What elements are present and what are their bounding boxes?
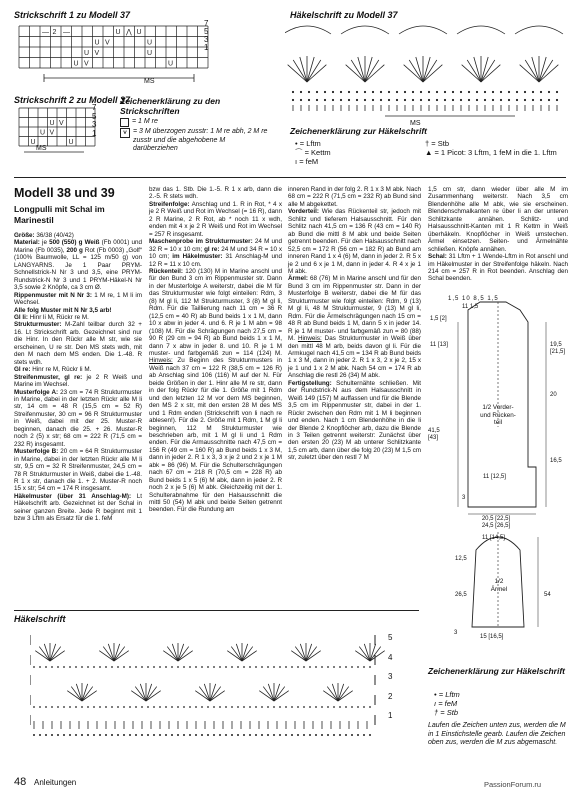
model-title: Modell 38 und 39 (14, 186, 115, 200)
crochet-row-4: 4 (388, 652, 393, 662)
c1-paragraph: Streifenmuster, gl re: je 2 R Weiß und Marine im Wechsel. (14, 373, 142, 389)
body-bottom-b: 24,5 [26,5] (481, 523, 511, 529)
svg-text:U: U (30, 139, 36, 146)
chart1-title: Strickschrift 1 zu Modell 37 (14, 10, 131, 20)
crochet-legend (434, 690, 534, 717)
schematic-left-a: 1,5 [2] (430, 316, 447, 322)
schematic-side-a: 11 [12,5] (483, 474, 506, 480)
schematic-left-c: 41,5 [43] (428, 428, 440, 441)
svg-text:—: — (42, 29, 49, 36)
c1-paragraph: Material: je 500 (550) g Weiß (Fb 0001) und Marine (Fb 0035), 200 g Rot (Fb 0003) „Golf“ (100% Baumwolle, LL = 125 m/50 g) von LANGYARNS. Je 1 Paar PRYM-Schnellstrick-N Nr 3 und 3,5, eine PRYM-Rundstrick-N Nr 3 und 1 PRYM-Häkel-N Nr 3,5 sowie 2 Knöpfe, ca 3 cm Ø. (14, 239, 142, 292)
body-piece-label: 1/2 Vorder- und Rücken-teil (480, 404, 516, 426)
text-column-1 (14, 232, 142, 523)
c1-paragraph: Rippenmuster mit N Nr 3: 1 M re, 1 M li im Wechsel. (14, 291, 142, 307)
crochet-divider (14, 610, 419, 611)
c1-paragraph: Alle folg Muster mit N Nr 3,5 arb! (14, 306, 112, 314)
svg-text:U: U (147, 39, 153, 47)
w6: 1,5 (469, 304, 479, 310)
knitting-chart-1 (14, 19, 214, 84)
svg-text:V: V (105, 39, 110, 47)
c1-paragraph: Häkelmuster (über 31 Anschlag-M): Lt Häkelschrift arb. Gezeichnet ist der Schal in seiner ganzen Breite. Jede R beginnt mit 1 bzw 3 Lftm als Ersatz für die 1. feM (14, 492, 142, 523)
schematic-bottom (476, 516, 516, 530)
legend-bottom-fem: = feM (438, 699, 458, 708)
chart1-row-1: 1 (204, 43, 209, 52)
svg-text:⋀: ⋀ (126, 29, 132, 36)
crochet-row-2: 2 (388, 691, 393, 701)
text-column-3 (288, 186, 421, 462)
c1-paragraph: Musterfolge B: 20 cm = 64 R Strukturmuster in Marine, dabei in der letzten Rückr alle M li str, 9,5 cm = 32 R Streifenmuster, 24,5 cm = 78 R Strukturmuster in Weiß, dabei die 1.-48. R 1 x str, danach die 1. + 2. Muster-R noch 15 x str; 54 cm = 174 R insgesamt. (14, 448, 142, 493)
chart2-row-1: 1 (92, 128, 97, 138)
legend-picot: = 1 Picot: 3 Lftm, 1 feM in die 1. Lftm (434, 148, 557, 157)
chart1-ms-label: MS (144, 78, 155, 85)
svg-text:U: U (68, 139, 74, 146)
schematic-right-a: 19,5 [21,5] (550, 342, 566, 355)
text-column-2 (149, 186, 282, 514)
double-crochet-icon: † (425, 139, 430, 148)
crochet-row-3: 3 (388, 672, 393, 681)
schematic-left-b: 11 [13] (430, 342, 448, 348)
top-divider (14, 177, 566, 178)
schematic-top-widths-alt (462, 304, 478, 310)
svg-text:U: U (73, 60, 79, 68)
crochet37-title: Häkelschrift zu Modell 37 (290, 10, 398, 20)
chart2-title: Strickschrift 2 zu Modell 37 (14, 95, 131, 105)
sleeve-right: 54 (544, 592, 551, 598)
model-subtitle: Longpulli mit Schal im Marinestil (14, 204, 105, 225)
crochet37-legend-title: Zeichenerklärung zur Häkelschrift (290, 126, 427, 136)
schematic-top-widths (448, 296, 499, 302)
chart2-row-numbers (92, 104, 96, 138)
crochet-chart-37 (285, 20, 570, 120)
svg-text:V: V (49, 129, 55, 137)
knit-legend-item-2: = 3 M überzogen zusstr: 1 M re abh, 2 M re zusstr und die abgehobene M darüberziehen (133, 128, 268, 152)
chart1-row-3: 3 (204, 35, 209, 44)
crochet-title: Häkelschrift (14, 614, 66, 624)
crochet-chart (30, 625, 385, 740)
knit-legend-item-1: = 1 M re (132, 118, 158, 125)
section-label: Anleitungen (34, 778, 77, 787)
chart2-row-7: 7 (92, 103, 97, 112)
slip-stitch-icon: ⌒ (295, 148, 303, 157)
legend-kettm: = Kettm (304, 148, 331, 157)
schematic-right-b: 20 (550, 392, 557, 398)
c3-paragraph: Ärmel: 68 (76) M in Marine anschl und für den Bund 3 cm im Rippenmuster str. Dann in der Musterfolge B weiterstr, dabei die M für das Strukturmuster wie folgt einteilen: Rdm, 9 (13) M gl li, 48 M Strukturmuster, 9 (13) M gl li, Rdm. Für die Ärmelschrägungen nach 15 cm = 48 R ab Bund beids 1 M, dann 5 x in jeder 14. R je 1 M muster- und farbgemäß zun = 80 (88) M. Hinweis: Das Strukturmuster in Weiß über den mittl 48 M arb, beids davon gl li. Für die Armkugel nach 41,5 cm = 134 R ab Bund beids 1 x 3 M, dann in jeder 2. R 1 x 3, 2 x je 2, 15 x je 1 und 1 x 2 M abk. Nach 54 cm = 174 R ab Anschlag die restl 26 (34) M abk. (288, 275, 421, 380)
crochet-legend-title: Zeichenerklärung zur Häkelschrift (428, 666, 565, 676)
crochet-note: Laufen die Zeichen unten zus, werden die M in 1 Einstichstelle gearb. Laufen die Zeichen oben zus, werden die M zus abgemascht. (428, 722, 566, 746)
c1-paragraph: Strukturmuster: M-Zahl teilbar durch 32 + 16. Lt Strickschrift arb. Gezeichnet sind nur die Hinr. In den Rückr alle M str, wie sie erscheinen, U re str. Den MS stets wdh, mit den M nach dem MS enden. Die 1.-48. R stets wdh. (14, 321, 142, 366)
w4: 1,5 (487, 296, 499, 302)
svg-text:U: U (94, 39, 100, 47)
chart1-row-numbers (204, 20, 208, 52)
c4-paragraph: 1,5 cm str, dann wieder über alle M im Zusammenhang weiterstr. Nach 3,5 cm Blendenhöhe alle M abk, wie sie erscheinen. Blendenschmalkanten re über li an der unteren Schlitzkante annähen. Schlitz- und Halsausschnitt-Kanten mit 1 R Kettm in Weiß überhäkeln. Knopflöcher in Weiß umstechen. Ärmel einsetzen. Seiten- und Ärmelnähte schließen. Knöpfe annähen. (428, 186, 568, 253)
schematic-side-b: 3 (462, 495, 466, 501)
body-bottom-a: 20,5 [22,5] (481, 516, 511, 522)
crochet-row-1: 1 (388, 711, 393, 720)
chart2-row-5: 5 (92, 111, 97, 121)
c1-paragraph: Musterfolge A: 23 cm = 74 R Strukturmuster in Marine, dabei in der letzten Rückr alle M li str, 14 cm = 48 R (15,5 cm = 52 R) Streifenmuster, 30 cm = 96 R Strukturmuster in Weiß, dabei mit der 25. Muster-R beginnen, danach die 25. + 26. Muster-R noch 2 (5) x str; 68 cm = 222 R (71,5 cm = 232 R) insgesamt. (14, 388, 142, 448)
picot-icon: ▲ (425, 148, 433, 157)
w5: 11 (462, 304, 469, 310)
svg-text:U: U (147, 50, 153, 57)
w2: 10 (462, 296, 471, 302)
knit-legend-title: Zeichenerklärung zu den Strickschriften (120, 96, 221, 116)
chain-dot-icon: • (434, 690, 437, 699)
single-crochet-icon: ı (295, 157, 298, 166)
w1: 1,5 (448, 296, 460, 302)
svg-text:2: 2 (52, 29, 57, 36)
legend-bottom-stb: = Stb (440, 708, 458, 717)
svg-text:U: U (84, 50, 90, 57)
c2-paragraph: Rückenteil: 120 (130) M in Marine anschl und für den Bund 3 cm im Rippenmuster str. Dann in der Musterfolge A weiterstr, dabei die M für das Strukturmuster wie folgt einteilen: Rdm, 3 (8) M gl li, 112 M Strukturmuster, 3 (8) M gl li, Rdm. Für die Taillierung nach 11 cm = 36 R (12,5 cm = 40 R) ab Bund beids 1 x 1 M, dann 10 x abw in jeder 4. und 6. R je 1 M abn = 98 (108) M. Für die Schrägungen nach 27,5 cm = 90 R (29 cm = 94 R) ab Bund beids 1 x 1 M, dann 7 x abw in jeder 8. und 10. R je 1 M muster- und farbgemäß zun = 114 (124) M. Hinweis: Zu Beginn des Strukturmusters in Weiß nach 37 cm = 122 R (38,5 cm = 126 R) ab Anschlag sind 106 (116) M auf der N. Für beide Größen in der 1. Hinr alle M re str, dann in der folg Rückr für die 1. Größe mit 1 Rdm und den letzten 12 M vor dem MS beginnen, den MS 2 x str, mit den ersten 28 M des MS und 1 Rdm enden (Strickschrift von li nach re ablesen!). Für die 2. Größe mit 1 Rdm, 1 M gl li beginnen, 112 M Strukturmuster wie beschrieben arb, mit 1 M gl li und 1 Rdm enden. Für die Armausschnitte nach 47,5 cm = 156 R (49 cm = 160 R) ab Bund beids 1 x 3 M, dann in jeder 2. R 1 x 3, 3 x je 2 und 2 x je 1 M abk = 86 (96) M. Für die Schulterschrägungen nach 67 cm = 218 R (70,5 cm = 228 R) ab Bund beids 1 x 5 (6) M abk, dann in jeder 2. R noch 2 x je 5 (6) M abk. Gleichzeitig mit der 1. Schulterabnahme für den Halsausschnitt die mittl 50 (54) M abk und beide Seiten getrennt beenden. Für die Rundung am (149, 267, 282, 514)
sleeve-left-a: 12,5 (455, 556, 467, 562)
svg-text:V: V (84, 60, 89, 68)
watermark: PassionForum.ru (484, 780, 542, 789)
legend-fem: = feM (299, 157, 319, 166)
c3-paragraph: Vorderteil: Wie das Rückenteil str, jedoch mit Schlitz und tieferem Halsausschnitt. Für den Schlitz nach 41,5 cm = 136 R (43 cm = 140 R) ab Bund die mittl 8 M abk und beide Seiten getrennt beenden. Für den Halsausschnitt nach 52,5 cm = 172 R (56 cm = 182 R) ab Bund am inneren Rand 1 x 4 (6) M, dann in jeder 2. R 5 x je 2 und 6 x je 1 M, dann in jeder 4. R 4 x je 1 M abk. (288, 208, 422, 275)
c2-paragraph: bzw das 1. Stb. Die 1.-5. R 1 x arb, dann die 2.-5. R stets wdh. (149, 186, 282, 201)
c1-paragraph: Größe: 36/38 (40/42) (14, 232, 74, 239)
crochet-row-5: 5 (388, 633, 393, 642)
c3-paragraph: Fertigstellung: Schulternähte schließen. Mit der Rundstrick-N aus dem Halsausschnitt in Weiß 149 (157) M auffassen und für die Blende 3,5 cm im Rippenmuster str, dabei in der 1. Rückr zwischen den Rdm mit 1 M li beginnen und enden. Nach 1 cm Blendenhöhe in die li der Blende 2 Knopflöcher arb, dazu die Blende in 3 Teilen getrennt weiterstr: Zunächst über den ersten 20 (23) M ab unterer Schlitzkante 1,5 cm arb, dann über die folg 20 (23) M 1,5 cm str, zuletzt über den restl 7 M (288, 379, 422, 462)
svg-text:—: — (63, 29, 70, 36)
double-crochet-icon: † (434, 708, 439, 717)
svg-text:U: U (168, 60, 174, 68)
crochet37-legend-left (295, 139, 415, 166)
crochet37-ms-label: MS (410, 120, 421, 127)
chart2-ms-label: MS (36, 145, 47, 152)
page-number: 48 (14, 776, 27, 788)
knit-decrease-icon: ⩛ (120, 128, 130, 138)
svg-text:V: V (59, 120, 64, 127)
chart2-row-3: 3 (92, 120, 97, 129)
c4-paragraph: Schal: 31 Lftm + 1 Wende-Lftm in Rot anschl und im Häkelmuster in der Streifenfolge häkeln. Nach 214 cm = 257 R in Rot beenden. Anschlag den Schal beenden. (428, 253, 568, 283)
knitting-chart-2 (14, 103, 104, 156)
w3: 8,5 (473, 296, 485, 302)
chain-dot-icon: • (295, 139, 298, 148)
chart1-row-5: 5 (204, 27, 209, 36)
text-column-4 (428, 186, 568, 283)
crochet-row-numbers (388, 628, 392, 726)
chart1-row-7: 7 (204, 19, 209, 28)
single-crochet-icon: ı (434, 699, 437, 708)
schematic-right-c: 16,5 (550, 458, 562, 464)
svg-text:U: U (49, 120, 55, 127)
svg-text:U: U (115, 29, 121, 36)
legend-stb: = Stb (431, 139, 449, 148)
svg-text:U: U (40, 129, 46, 137)
svg-text:V: V (94, 50, 100, 57)
c2-paragraph: Streifenfolge: Anschlag und 1. R in Rot, * 4 x je 2 R Weiß und Rot im Wechsel (= 16 R), dann 2 R Marine, 2 R Rot, ab * noch 11 x wdh, enden mit 4 x je 2 R Weiß und Rot im Wechsel = 257 R insgesamt. (149, 200, 282, 238)
knit-symbol-box-icon (120, 118, 129, 127)
sleeve-label: 1/2 Ärmel (490, 578, 508, 593)
c1-paragraph: Gl re: Hinr re M, Rückr li M. (14, 366, 92, 374)
sleeve-bottom-a: 3 (454, 630, 458, 636)
svg-text:U: U (136, 29, 142, 36)
crochet37-legend-right (425, 139, 565, 157)
knit-legend (120, 118, 270, 154)
sleeve-bottom-b: 15 [16,5] (480, 634, 504, 640)
sleeve-top: 11 [14,5] (482, 535, 505, 541)
c1-paragraph: Gl li: Hinr li M, Rückr re M. (14, 313, 89, 321)
c3-paragraph: inneren Rand in der folg 2. R 1 x 3 M abk. Nach 68 cm = 222 R (71,5 cm = 232 R) ab Bund sind alle M abgekettet. (288, 186, 422, 208)
c2-paragraph: Maschenprobe im Strukturmuster: 24 M und 32 R = 10 x 10 cm; gl re: 24 M und 34 R = 10 x 10 cm; im Häkelmuster: 31 Anschlag-M und 12 R = 11 x 10 cm. (149, 238, 282, 268)
legend-lftm: = Lftm (299, 139, 321, 148)
sleeve-left-b: 26,5 (455, 592, 467, 598)
legend-bottom-lftm: = Lftm (438, 690, 460, 699)
